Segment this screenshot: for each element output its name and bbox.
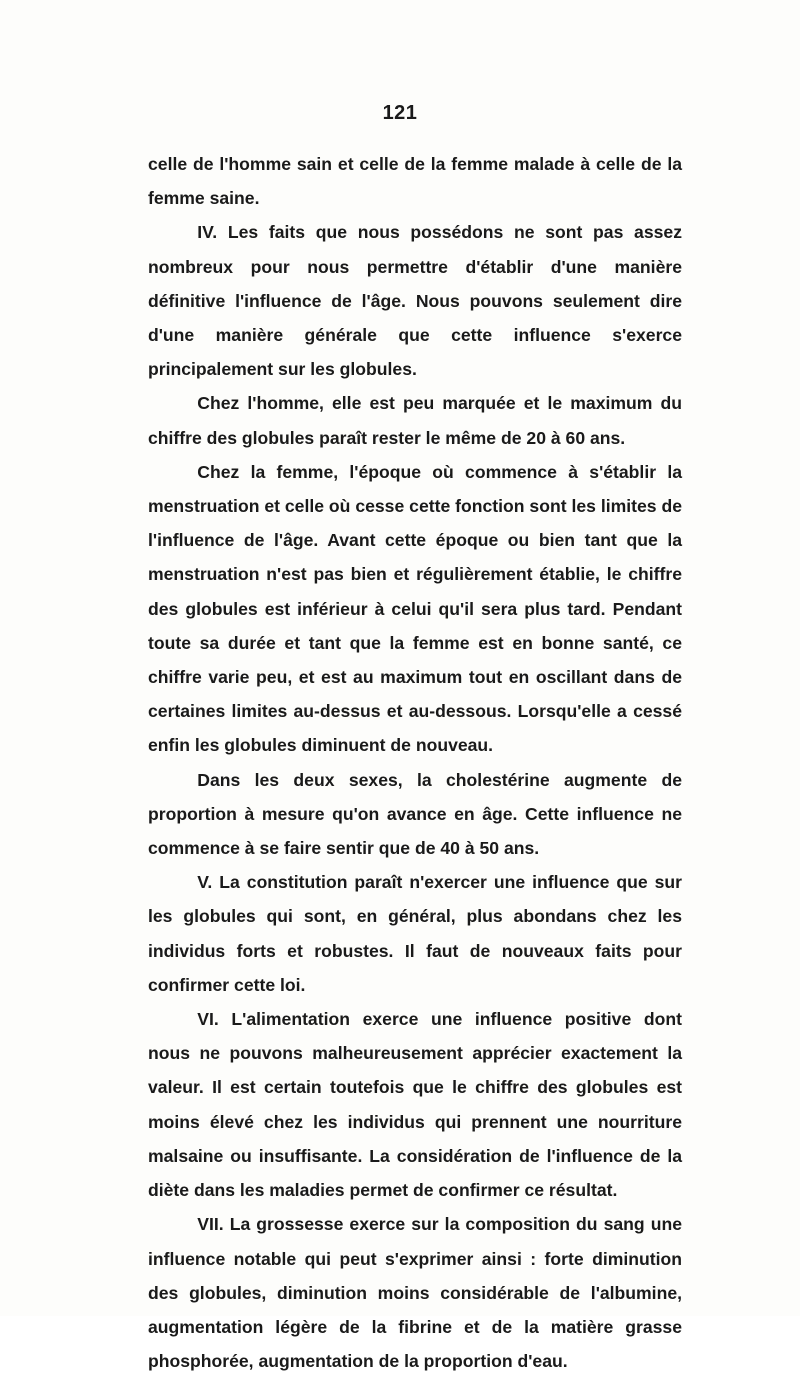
page-number: 121	[382, 102, 418, 124]
paragraph-continuation: celle de l'homme sain et celle de la femme malade à celle de la femme saine.	[148, 154, 682, 209]
body-text	[148, 147, 682, 1378]
paragraph-alimentation: VI. L'alimentation exerce une influence positive dont nous ne pouvons malheureusement apprécier exactement la valeur. Il est certain toutefois que le chiffre des globules est moins élevé chez les individus qui prennent une nourriture malsaine ou insuffisante. La considération de l'influence de la diète dans les maladies permet de confirmer ce résultat.	[148, 1009, 682, 1201]
paragraph-men: Chez l'homme, elle est peu marquée et le maximum du chiffre des globules paraît rester le même de 20 à 60 ans.	[148, 393, 682, 448]
paragraph-age-influence: IV. Les faits que nous possédons ne sont pas assez nombreux pour nous permettre d'établir d'une manière définitive l'influence de l'âge. Nous pouvons seulement dire d'une manière générale que cette influence s'exerce principalement sur les globules.	[148, 222, 682, 380]
paragraph-cholesterine: Dans les deux sexes, la cholestérine augmente de proportion à mesure qu'on avance en âge. Cette influence ne commence à se faire sentir que de 40 à 50 ans.	[148, 769, 682, 859]
paragraph-grossesse: VII. La grossesse exerce sur la composition du sang une influence notable qui peut s'exprimer ainsi : forte diminution des globules, diminution moins considérable de l'albumine, augmentation légère de la fibrine et de la matière grasse phosphorée, augmentation de la proportion d'eau.	[148, 1214, 682, 1372]
paragraph-women: Chez la femme, l'époque où commence à s'établir la menstruation et celle où cesse cette fonction sont les limites de l'influence de l'âge. Avant cette époque ou bien tant que la menstruation n'est pas bien et régulièrement établie, le chiffre des globules est inférieur à celui qu'il sera plus tard. Pendant toute sa durée et tant que la femme est en bonne santé, ce chiffre varie peu, et est au maximum tout en oscillant dans de certaines limites au-dessus et au-dessous. Lorsqu'elle a cessé enfin les globules diminuent de nouveau.	[148, 461, 682, 756]
paragraph-constitution: V. La constitution paraît n'exercer une influence que sur les globules qui sont, en général, plus abondans chez les individus forts et robustes. Il faut de nouveaux faits pour confirmer cette loi.	[148, 872, 682, 995]
